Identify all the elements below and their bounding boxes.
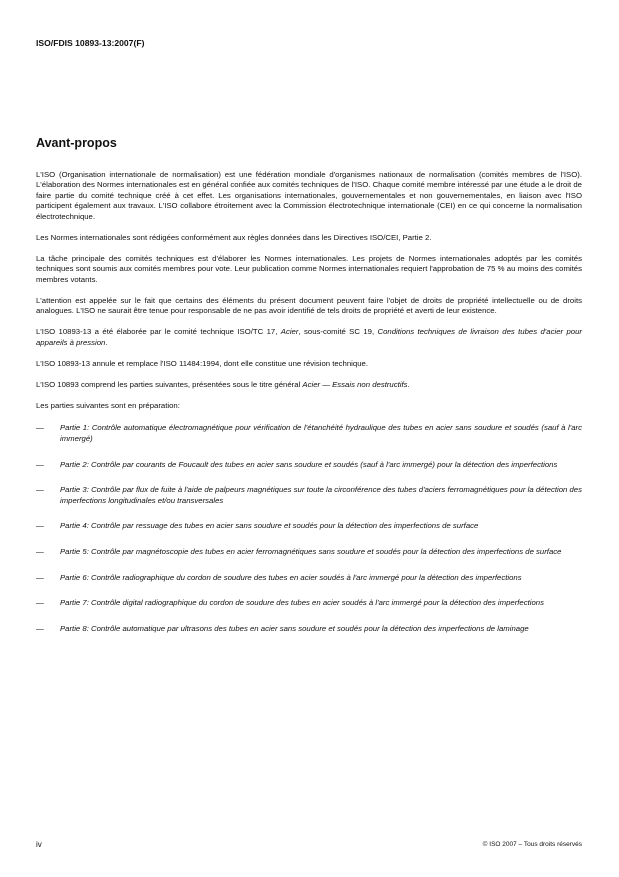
dash-bullet: — xyxy=(36,423,44,433)
list-item xyxy=(36,573,582,583)
list-item xyxy=(36,485,582,506)
paragraph: L'ISO (Organisation internationale de normalisation) est une fédération mondiale d'organismes nationaux de normalisation (comités membres de l'ISO). L'élaboration des Normes internationales est en général confiée aux comités techniques de l'ISO. Chaque comité membre intéressé par une étude a le droit de faire partie du comité technique créé à cet effet. Les organisations internationales, gouvernementales et non gouvernementales, en liaison avec l'ISO participent également aux travaux. L'ISO collabore étroitement avec la Commission électrotechnique internationale (CEI) en ce qui concerne la normalisation électrotechnique. xyxy=(36,170,582,221)
dash-bullet: — xyxy=(36,485,44,495)
paragraph: L'attention est appelée sur le fait que certains des éléments du présent document peuvent faire l'objet de droits de propriété intellectuelle ou de droits analogues. L'ISO ne saurait être tenue pour responsable de ne pas avoir identifié de tels droits de propriété et averti de leur existence. xyxy=(36,295,582,316)
list-item xyxy=(36,521,582,531)
dash-bullet: — xyxy=(36,598,44,608)
list-item-text: Partie 2: Contrôle par courants de Foucault des tubes en acier sans soudure et soudés (sauf à l'arc immergé) pour la détection des imperfections xyxy=(60,459,558,469)
dash-bullet: — xyxy=(36,623,44,633)
text: L'ISO 10893 comprend les parties suivantes, présentées sous le titre général xyxy=(36,379,303,389)
list-item xyxy=(36,460,582,470)
dash-bullet: — xyxy=(36,546,44,556)
copyright: © ISO 2007 – Tous droits réservés xyxy=(482,841,582,848)
list-item-text: Partie 3: Contrôle par flux de fuite à l'aide de palpeurs magnétiques sur toute la circonférence des tubes d'aciers ferromagnétiques pour la détection des imperfections longitudinales et/ou transversales xyxy=(60,485,582,505)
list-item-text: Partie 8: Contrôle automatique par ultrasons des tubes en acier sans soudure et soudés pour la détection des imperfections de laminage xyxy=(60,623,529,633)
text: . xyxy=(105,337,108,347)
paragraph-tc xyxy=(36,327,582,348)
paragraph: Les parties suivantes sont en préparation: xyxy=(36,400,180,410)
paragraph-parts-intro xyxy=(36,380,582,390)
document-header: ISO/FDIS 10893-13:2007(F) xyxy=(36,38,145,48)
paragraph: Les Normes internationales sont rédigées conformément aux règles données dans les Directives ISO/CEI, Partie 2. xyxy=(36,232,432,242)
paragraph: La tâche principale des comités techniques est d'élaborer les Normes internationales. Les projets de Normes internationales adoptés par les comités techniques sont soumis aux comités membres pour vote. Leur publication comme Normes internationales requiert l'approbation de 75 % au moins des comités membres votants. xyxy=(36,253,582,284)
text: . xyxy=(407,379,410,389)
paragraph: L'ISO 10893-13 annule et remplace l'ISO 11484:1994, dont elle constitue une révision technique. xyxy=(36,358,368,368)
document-body xyxy=(36,170,582,649)
list-item xyxy=(36,624,582,634)
dash-bullet: — xyxy=(36,459,44,469)
text: Acier — Essais non destructifs xyxy=(302,379,408,389)
text: L'ISO 10893-13 a été élaborée par le comité technique ISO/TC 17, xyxy=(36,327,281,337)
parts-list xyxy=(36,423,582,634)
list-item-text: Partie 5: Contrôle par magnétoscopie des tubes en acier ferromagnétiques sans soudure et soudés pour la détection des imperfections de surface xyxy=(60,546,562,556)
list-item xyxy=(36,547,582,557)
list-item xyxy=(36,598,582,608)
dash-bullet: — xyxy=(36,521,44,531)
list-item xyxy=(36,423,582,444)
text: Conditions techniques de livraison des tubes d'acier pour appareils à pression xyxy=(36,327,582,347)
list-item-text: Partie 4: Contrôle par ressuage des tubes en acier sans soudure et soudés pour la détection des imperfections de surface xyxy=(60,521,479,531)
list-item-text: Partie 7: Contrôle digital radiographique du cordon de soudure des tubes en acier soudés à l'arc immergé pour la détection des imperfections xyxy=(60,598,544,608)
list-item-text: Partie 6: Contrôle radiographique du cordon de soudure des tubes en acier soudés à l'arc immergé pour la détection des imperfections xyxy=(60,572,522,582)
dash-bullet: — xyxy=(36,572,44,582)
text: Acier xyxy=(280,327,299,337)
text: , sous-comité SC 19, xyxy=(298,327,378,337)
page-number: iv xyxy=(36,840,42,849)
section-title: Avant-propos xyxy=(36,136,117,150)
list-item-text: Partie 1: Contrôle automatique électromagnétique pour vérification de l'étanchéité hydraulique des tubes en acier sans soudure et soudés (sauf à l'arc immergé) xyxy=(60,423,582,443)
